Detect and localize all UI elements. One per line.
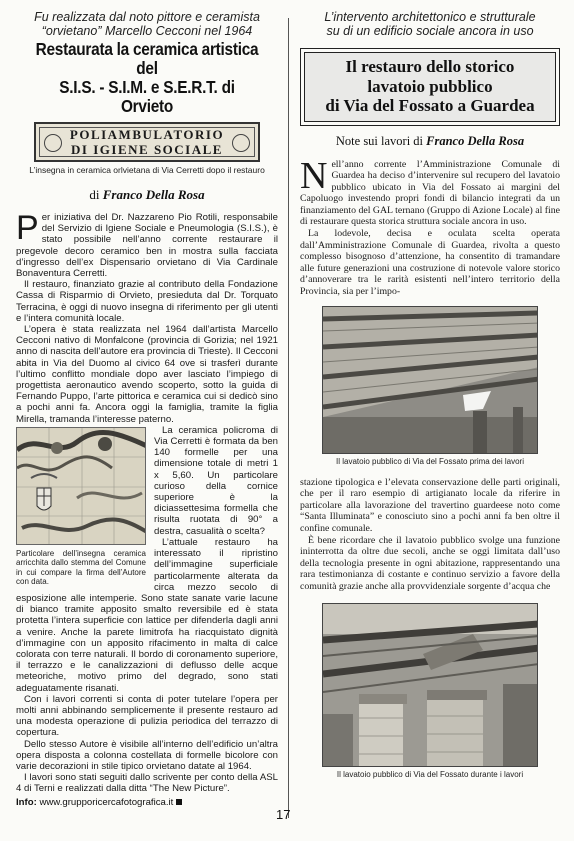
left-article xyxy=(16,10,278,808)
left-body xyxy=(16,209,278,795)
paragraph: Il restauro, finanziato grazie al contributo della Fondazione Cassa di Risparmio di Orvieto, presieduta dal Dr. Torquato Terracina, è oggi di nuovo insegna di riferimento per gli utenti e l’intera comunità locale. xyxy=(16,279,278,324)
left-title: Restaurata la ceramica artistica del S.I.S. - S.I.M. e S.E.R.T. di Orvieto xyxy=(35,39,259,116)
right-title-box: Il restauro dello storico lavatoio pubblico di Via del Fossato a Guardea xyxy=(300,48,560,126)
right-kicker: L’intervento architettonico e strutturale su di un edificio sociale ancora in uso xyxy=(324,10,536,38)
ornament-icon xyxy=(232,134,250,152)
right-body-top xyxy=(300,154,560,298)
photo2-caption: Il lavatoio pubblico di Via del Fossato durante i lavori xyxy=(336,769,524,779)
end-square-icon xyxy=(176,799,182,805)
paragraph: stazione tipologica e l’elevata conservazione delle parti originali, che per il raro esempio di artigianato locale da riferire in particolare alla lavorazione del travertino guardeese noto come “Santa Illuminata” e conosciuto sino a pochi anni fa ben oltre il confine comunale. xyxy=(300,476,560,534)
sign-caption: L’insegna in ceramica orlvietana di Via Cerretti dopo il restauro xyxy=(29,165,265,175)
ceramic-tile-image xyxy=(16,427,146,545)
lavatoio-during-image xyxy=(323,604,538,767)
photo-before-works xyxy=(322,306,538,454)
photo2-figure xyxy=(300,603,560,780)
paragraph: Per iniziativa del Dr. Nazzareno Pio Rotili, responsabile del Servizio di Igiene Sociale e Pneumologia (S.I.S.), è stato possibile nell’anno corrente restaurare il pregevole decoro ceramico ben in mostra sulla facciata d’ingresso dell’ex Dispensario orvietano di Via Cardinale Bonaventura Cerretti. xyxy=(16,209,278,280)
paragraph: La lodevole, decisa e oculata scelta operata dall’Amministrazione Comunale di Guardea, rivolta a questo complesso bisognoso d’attenzione, ha consentito di tramandare alle future generazioni una costruzione di notevole valore storico d’annoverare tra le rarità esistenti nell’intero territorio della Provincia, sia per l’impo- xyxy=(300,228,560,298)
lavatoio-before-image xyxy=(323,307,538,454)
info-url[interactable]: www.grupporicercafotografica.it xyxy=(39,796,174,808)
drop-cap: N xyxy=(300,154,328,197)
drop-cap: P xyxy=(16,209,39,247)
tile-caption: Particolare dell’insegna ceramica arricchita dallo stemma del Comune in cui compare la firma dell’Autore con data. xyxy=(16,548,146,587)
right-body-middle xyxy=(300,477,560,593)
right-article xyxy=(300,10,560,780)
photo-during-works xyxy=(322,603,538,767)
left-kicker: Fu realizzata dal noto pittore e ceramista “orvietano” Marcello Cecconi nel 1964 xyxy=(34,10,260,38)
page-number: 17 xyxy=(276,807,291,822)
paragraph: Con i lavori correnti si conta di poter tutelare l’opera per molti anni abbinando semplicemente il presente restauro ad una modesta operazione di pulizia periodica del terrazzo di copertura. xyxy=(16,693,278,739)
paragraph: La ceramica policroma di Via Cerretti è formata da ben 140 formelle per una dimensione totale di metri 1 x 5,60. Un particolare curioso della cornice superiore è la diciassettesima formella che risulta ruotata di 90° a destra, casualità o scelta? xyxy=(154,424,278,537)
photo1-figure xyxy=(300,306,560,467)
ceramic-sign-image: POLIAMBULATORIO DI IGIENE SOCIALE xyxy=(34,122,260,162)
ornament-icon xyxy=(44,134,62,152)
paragraph: L’opera è stata realizzata nel 1964 dall’artista Marcello Cecconi nativo di Monfalcone (provincia di Gorizia; nel 1921 anno di nascita dell’autore era provincia di Trieste). Il Cecconi abita in Via del Duomo al civico 64 ove si trasferì durante l’ultimo conflitto mondiale dopo aver lasciato l’impiego di progettista aeronautico avendo scoperto, sotto la guida di Fernando Puppo, l’arte pittorica e ceramica cui si dedicò sino a pochi anni fa. Ancora oggi la famiglia, tramite la figlia Mirella, tramanda l’interesse paterno. xyxy=(16,324,278,425)
paragraph: I lavori sono stati seguiti dallo scrivente per conto della ASL 4 di Terni e realizzati dalla ditta “The New Picture”. xyxy=(16,772,278,795)
photo1-caption: Il lavatoio pubblico di Via del Fossato prima dei lavori xyxy=(336,456,524,466)
right-byline: Note sui lavori di Franco Della Rosa xyxy=(335,133,525,148)
paragraph: L’attuale restauro ha interessato il ripristino dell’immagine superficiale particolarmente alterata da circa mezzo secolo di esposizione alle intemperie. Sono state sanate varie lacune di bianco tramite apposito smalto reversibile ed è stata protetta l’intera superficie con lattice per difenderla dagli anni a venire. Anche la parete limitrofa ha riacquistato dignità d’immagine con un apposito rifacimento in malta di calce colorata con terre naturali. Il bordo di coronamento superiore, il terrazzo e le canalizzazioni di deflusso delle acque meteoriche, motivo primo del degrado, sono stati adeguatamente risanati. xyxy=(16,536,278,694)
paragraph: È bene ricordare che il lavatoio pubblico svolge una funzione ininterrotta da oltre due secoli, anche se oggi limitata dall’uso della tecnologia presente in ogni abitazione, rappresentando una rara testimonianza di costante e continuo servizio a favore della comunità grazie anche alla provvidenziale sorgente d’acqua che xyxy=(300,534,560,592)
tile-figure xyxy=(16,427,146,587)
paragraph: Nell’anno corrente l’Amministrazione Comunale di Guardea ha deciso d’intervenire sul recupero del lavatoio pubblico ubicato in Via del Fossato ai margini del Capoluogo investendo propri fondi di bilancio integrati da un finanziamento del GAL ternano (Gruppo di Azione Locale) al fine di restaurare questa storica struttura sociale ancora in uso. xyxy=(300,154,560,228)
column-divider xyxy=(288,18,289,818)
paragraph: Dello stesso Autore è visibile all’interno dell’edificio un’altra opera disposta a colonna costellata di formelle bicolore con varie decorazioni in stile tipico orvietano datate al 1964. xyxy=(16,738,278,772)
left-byline: di Franco Della Rosa xyxy=(89,187,205,202)
info-line: Info: www.grupporicercafotografica.it xyxy=(16,797,278,808)
tile-artwork xyxy=(17,428,146,545)
